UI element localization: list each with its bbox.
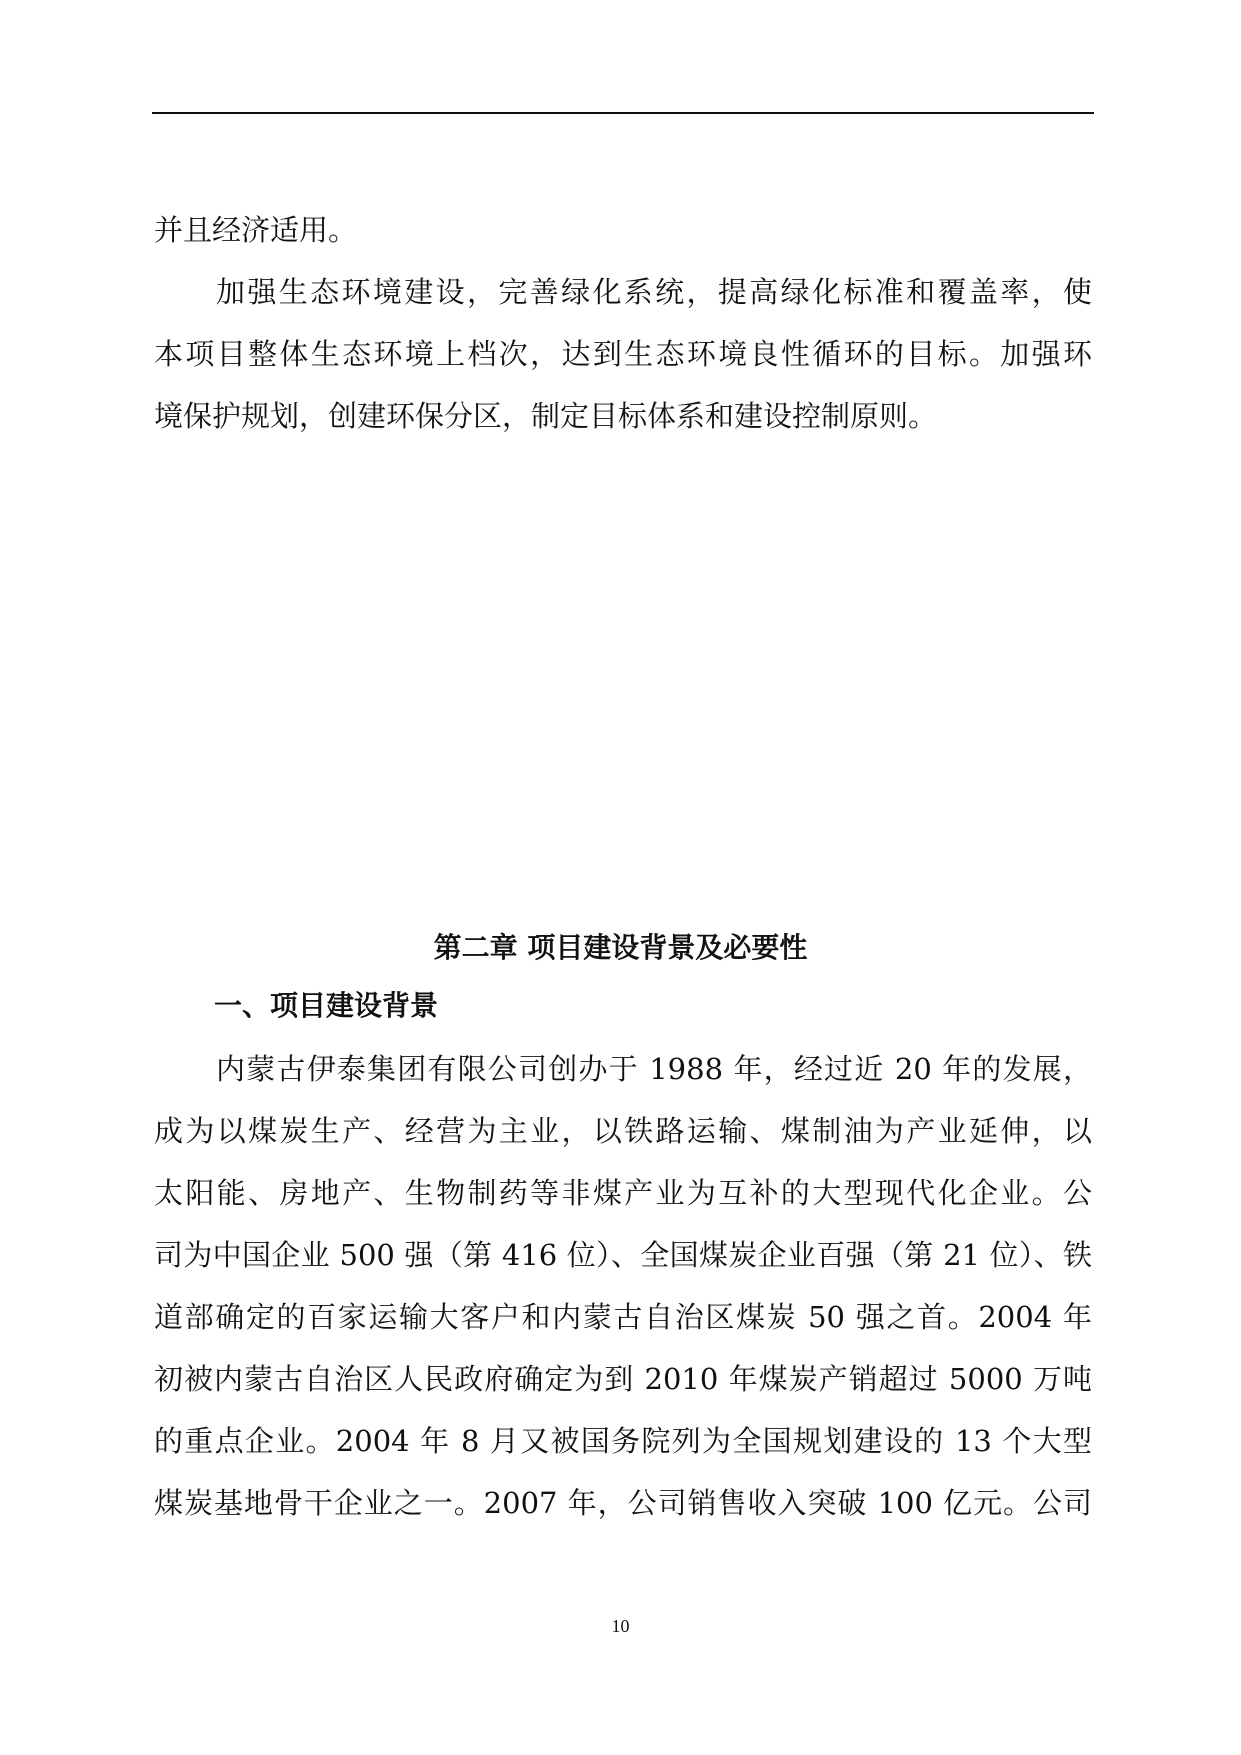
- paragraph-line: 的重点企业。2004 年 8 月又被国务院列为全国规划建设的 13 个大型: [154, 1424, 1092, 1458]
- paragraph-line: 太阳能、房地产、生物制药等非煤产业为互补的大型现代化企业。公: [154, 1176, 1092, 1210]
- header-rule: [152, 112, 1094, 114]
- paragraph-line: 加强生态环境建设，完善绿化系统，提高绿化标准和覆盖率，使: [216, 275, 1092, 309]
- paragraph-line: 并且经济适用。: [154, 213, 358, 247]
- paragraph-line: 内蒙古伊泰集团有限公司创办于 1988 年，经过近 20 年的发展，: [216, 1052, 1092, 1086]
- paragraph-line: 煤炭基地骨干企业之一。2007 年，公司销售收入突破 100 亿元。公司: [154, 1486, 1092, 1520]
- paragraph-line: 境保护规划，创建环保分区，制定目标体系和建设控制原则。: [154, 399, 938, 433]
- paragraph-line: 道部确定的百家运输大客户和内蒙古自治区煤炭 50 强之首。2004 年: [154, 1300, 1092, 1334]
- chapter-title: 第二章 项目建设背景及必要性: [433, 931, 808, 964]
- paragraph-line: 司为中国企业 500 强（第 416 位）、全国煤炭企业百强（第 21 位）、铁: [154, 1238, 1092, 1272]
- paragraph-line: 初被内蒙古自治区人民政府确定为到 2010 年煤炭产销超过 5000 万吨: [154, 1362, 1092, 1396]
- page-number: 10: [611, 1616, 630, 1636]
- paragraph-line: 本项目整体生态环境上档次，达到生态环境良性循环的目标。加强环: [154, 337, 1092, 371]
- paragraph-line: 成为以煤炭生产、经营为主业，以铁路运输、煤制油为产业延伸，以: [154, 1114, 1092, 1148]
- section-heading: 一、项目建设背景: [214, 989, 439, 1022]
